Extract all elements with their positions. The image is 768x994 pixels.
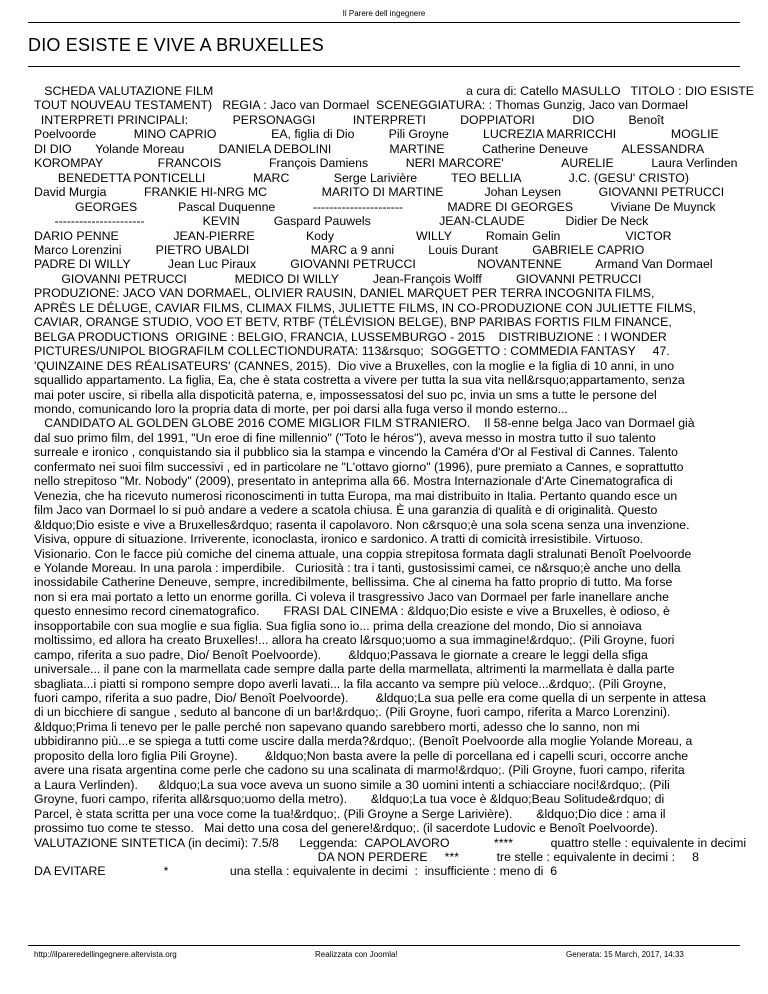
body-line: dal suo primo film, del 1991, "Un eroe di fine millennio" ("Toto le héros"), aveva messo in mostra tutto il suo talento: [34, 430, 656, 445]
body-line: a Laura Verlinden). &ldquo;La sua voce aveva un suono simile a 30 uomini intenti a schiacciare noci!&rdquo;. (Pili: [34, 777, 670, 792]
body-line: mondo, comunicando loro la propria data di morte, per poi darsi alla fuga verso il mondo esterno...: [34, 401, 568, 416]
body-line: INTERPRETI PRINCIPALI: PERSONAGGI INTERPRETI DOPPIATORI DIO Benoît: [34, 112, 664, 127]
body-line: squallido appartamento. La figlia, Ea, che è stata costretta a vivere per tutta la sua vita nell&rsquo;appartamento, senza: [34, 373, 685, 388]
body-line: DA EVITARE * una stella : equivalente in decimi : insufficiente : meno di 6: [34, 864, 558, 879]
body-line: ---------------------- KEVIN Gaspard Pauwels JEAN-CLAUDE Didier De Neck: [34, 214, 649, 229]
body-line: BELGA PRODUCTIONS ORIGINE : BELGIO, FRANCIA, LUSSEMBURGO - 2015 DISTRIBUZIONE : I WONDER: [34, 329, 667, 344]
body-line: PRODUZIONE: JACO VAN DORMAEL, OLIVIER RAUSIN, DANIEL MARQUET PER TERRA INCOGNITA FILMS,: [34, 286, 655, 301]
body-line: mai poter uscire, si ribella alla dispoticità paterna, e, impossessatosi del suo pc, invia un sms a tutte le persone del: [34, 387, 657, 402]
header-divider: [28, 22, 740, 23]
body-line: DA NON PERDERE *** tre stelle : equivalente in decimi : 8: [34, 850, 699, 865]
body-line: APRÈS LE DÉLUGE, CAVIAR FILMS, CLIMAX FILMS, JULIETTE FILMS, IN CO-PRODUZIONE CON JULIETTE FILMS,: [34, 300, 696, 315]
body-line: fuori campo, riferita a suo padre, Dio/ Benoît Poelvoorde). &ldquo;La sua pelle era come quella di un serpente in attesa: [34, 691, 706, 706]
body-line: nello strepitoso "Mr. Nobody" (2009), presentato in anteprima alla 66. Mostra Internazionale d'Arte Cinematografica di: [34, 474, 673, 489]
body-line: insopportabile con sua moglie e sua figlia. Sua figlia sono io... prima della creazione del mondo, Dio si annoiava: [34, 618, 642, 633]
body-line: VALUTAZIONE SINTETICA (in decimi): 7.5/8 Leggenda: CAPOLAVORO **** quattro stelle : equivalente in decimi: [34, 835, 747, 850]
site-header: Il Parere dell ingegnere: [342, 9, 426, 18]
body-line: GEORGES Pascal Duquenne ---------------------- MADRE DI GEORGES Viviane De Muynck: [34, 199, 716, 214]
body-line: proposito della loro figlia Pili Groyne). &ldquo;Non basta avere la pelle di porcellana ed i capelli scuri, occorre anche: [34, 748, 689, 763]
body-line: questo ennesimo record cinematografico. FRASI DAL CINEMA : &ldquo;Dio esiste e vive a Bruxelles, è odioso, è: [34, 604, 670, 619]
body-line: e Yolande Moreau. In una parola : imperdibile. Curiosità : tra i tanti, gustosissimi camei, ce n&rsquo;è anche uno della: [34, 560, 681, 575]
body-line: David Murgia FRANKIE HI-NRG MC MARITO DI MARTINE Johan Leysen GIOVANNI PETRUCCI: [34, 185, 725, 200]
footer-made-with: Realizzata con Joomla!: [315, 950, 398, 959]
body-line: universale... il pane con la marmellata cade sempre dalla parte della marmellata, altrimenti la marmellata è dalla parte: [34, 662, 675, 677]
body-line: GIOVANNI PETRUCCI MEDICO DI WILLY Jean-François Wolff GIOVANNI PETRUCCI: [34, 271, 642, 286]
body-line: PICTURES/UNIPOL BIOGRAFILM COLLECTIONDURATA: 113&rsquo; SOGGETTO : COMMEDIA FANTASY 47.: [34, 344, 670, 359]
body-line: prossimo tuo come te stesso. Mai detto una cosa del genere!&rdquo;. (il sacerdote Ludovic e Benoît Poelvoorde).: [34, 821, 659, 836]
footer-site-url[interactable]: http://ilpareredellingegnere.altervista.org: [34, 950, 177, 959]
body-line: film Jaco van Dormael lo si può andare a vedere a scatola chiusa. È una garanzia di qualità e di originalità. Questo: [34, 503, 658, 518]
body-line: di un bicchiere di sangue , seduto al bancone di un bar!&rdquo;. (Pili Groyne, fuori campo, riferita a Marco Lorenzini).: [34, 705, 671, 720]
body-line: CAVIAR, ORANGE STUDIO, VOO ET BETV, RTBF (TÉLÉVISION BELGE), BNP PARIBAS FORTIS FILM FINANCE,: [34, 315, 672, 330]
body-line: inossidabile Catherine Deneuve, sempre, incredibilmente, bellissima. Che al cinema ha fatto proprio di tutto. Ma forse: [34, 575, 673, 590]
body-line: campo, riferita a suo padre, Dio/ Benoît Poelvoorde). &ldquo;Passava le giornate a creare le leggi della sfiga: [34, 647, 648, 662]
page-title: DIO ESISTE E VIVE A BRUXELLES: [28, 35, 324, 55]
body-line: CANDIDATO AL GOLDEN GLOBE 2016 COME MIGLIOR FILM STRANIERO. Il 58-enne belga Jaco van Dormael già: [34, 416, 695, 431]
article-body: [34, 84, 766, 879]
body-line: ubbidiranno più...e se spiega a tutti come uscire dalla merda?&rdquo;. (Benoît Poelvoorde alla moglie Yolande Moreau, a: [34, 734, 693, 749]
body-line: &ldquo;Prima li tenevo per le palle perché non sapevano quando sarebbero morti, adesso che lo sanno, non mi: [34, 719, 640, 734]
body-line: Marco Lorenzini PIETRO UBALDI MARC a 9 anni Louis Durant GABRIELE CAPRIO: [34, 242, 645, 257]
body-line: Visionario. Con le facce più comiche del cinema attuale, una coppia strepitosa formata dagli stralunati Benoît Poelvoorde: [34, 546, 692, 561]
body-line: Parcel, è stata scritta per una voce come la tua!&rdquo;. (Pili Groyne a Serge Larivière). &ldquo;Dio dice : ama il: [34, 806, 666, 821]
body-line: Visiva, oppure di situazione. Irriverente, iconoclasta, ironico e sardonico. A tratti di comicità irresistibile. Virtuoso.: [34, 532, 644, 547]
body-line: TOUT NOUVEAU TESTAMENT) REGIA : Jaco van Dormael SCENEGGIATURA: : Thomas Gunzig, Jaco van Dormael: [34, 98, 688, 113]
body-line: Groyne, fuori campo, riferita all&rsquo;uomo della metro). &ldquo;La tua voce è &ldquo;Beau Solitude&rdquo; di: [34, 792, 665, 807]
title-divider: [28, 66, 740, 67]
body-line: confermato nei suoi film successivi , ed in particolare ne "L'ottavo giorno" (1996), pure premiato a Cannes, e soprattutto: [34, 459, 684, 474]
body-line: DI DIO Yolande Moreau DANIELA DEBOLINI MARTINE Catherine Deneuve ALESSANDRA: [34, 141, 705, 156]
footer-generated-date: Generata: 15 March, 2017, 14:33: [566, 950, 684, 959]
body-line: non si era mai portato a letto un enorme gorilla. Ci voleva il trasgressivo Jaco van Dormael per farle inanellare anche: [34, 589, 669, 604]
body-line: avere una risata argentina come perle che cadono su una scalinata di marmo!&rdquo;. (Pili Groyne, fuori campo, riferita: [34, 763, 685, 778]
body-line: PADRE DI WILLY Jean Luc Piraux GIOVANNI PETRUCCI NOVANTENNE Armand Van Dormael: [34, 257, 713, 272]
body-line: KOROMPAY FRANCOIS François Damiens NERI MARCORE' AURELIE Laura Verlinden: [34, 156, 738, 171]
body-line: sbagliata...i piatti si rompono sempre dopo averli lavati... la fila accanto va sempre più veloce...&rdquo;. (Pili Groyne,: [34, 676, 667, 691]
body-line: BENEDETTA PONTICELLI MARC Serge Larivière TEO BELLIA J.C. (GESU' CRISTO): [34, 170, 689, 185]
body-line: DARIO PENNE JEAN-PIERRE Kody WILLY Romain Gelin VICTOR: [34, 228, 672, 243]
body-line: 'QUINZAINE DES RÉALISATEURS' (CANNES, 2015). Dio vive a Bruxelles, con la moglie e la figlia di 10 anni, in uno: [34, 358, 675, 373]
body-line: surreale e ironico , conquistando sia il pubblico sia la stampa e vincendo la Caméra d'Or al Festival di Cannes. Talento: [34, 445, 678, 460]
body-line: moltissimo, ed allora ha creato Bruxelles!... allora ha creato l&rsquo;uomo a sua immagine!&rdquo;. (Pili Groyne, fuori: [34, 633, 675, 648]
footer-divider: [28, 945, 740, 946]
body-line: Venezia, che ha ricevuto numerosi riconoscimenti in tutta Europa, ma mai distribuito in Italia. Pertanto quando esce un: [34, 488, 678, 503]
body-line: SCHEDA VALUTAZIONE FILM a cura di: Catello MASULLO TITOLO : DIO ESISTE: [34, 84, 755, 98]
body-line: &ldquo;Dio esiste e vive a Bruxelles&rdquo; rasenta il capolavoro. Non c&rsquo;è una sola scena senza una invenzione.: [34, 517, 690, 532]
body-line: Poelvoorde MINO CAPRIO EA, figlia di Dio Pili Groyne LUCREZIA MARRICCHI MOGLIE: [34, 127, 719, 142]
